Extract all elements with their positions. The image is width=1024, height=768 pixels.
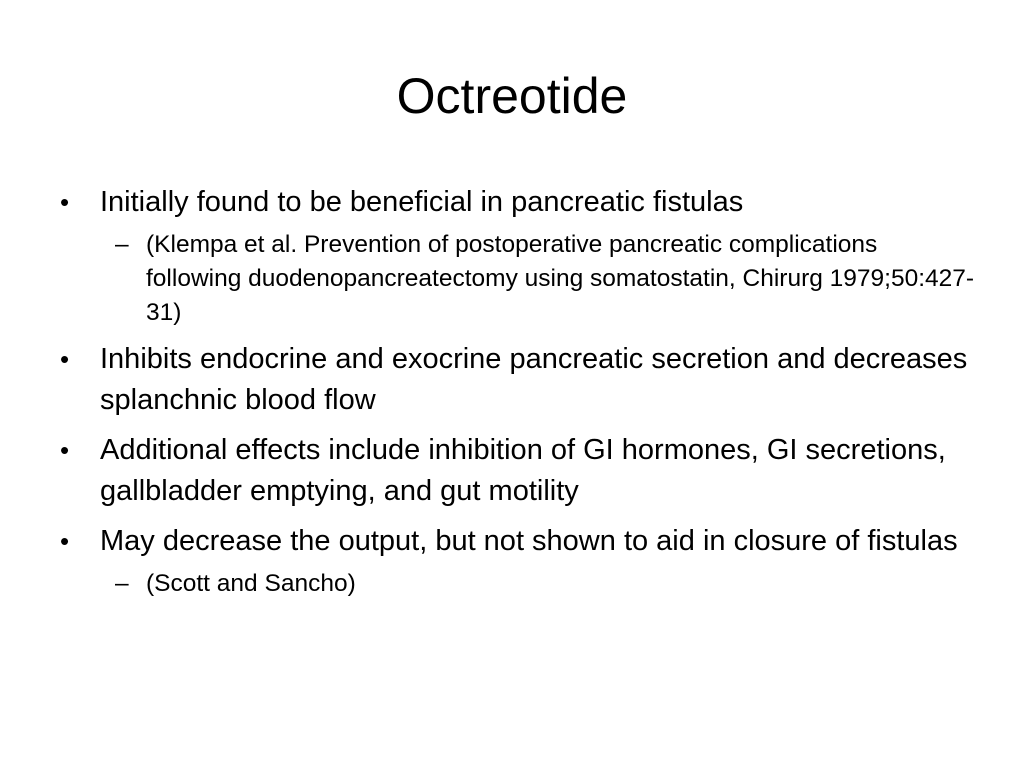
bullet-text: Inhibits endocrine and exocrine pancreatic secretion and decreases splanchnic blood flow [100, 343, 968, 416]
bullet-item [56, 182, 976, 330]
sub-bullet-item [100, 567, 976, 601]
bullet-item [56, 339, 976, 421]
bullet-icon: • [60, 344, 70, 374]
dash-icon: – [115, 231, 129, 258]
sub-bullet-text: (Scott and Sancho) [146, 570, 356, 597]
sub-bullet-list [100, 567, 976, 601]
bullet-text: Initially found to be beneficial in pancreatic fistulas [100, 186, 744, 218]
bullet-icon: • [60, 435, 70, 465]
bullet-text: May decrease the output, but not shown to aid in closure of fistulas [100, 525, 958, 557]
bullet-text: Additional effects include inhibition of GI hormones, GI secretions, gallbladder emptying, and gut motility [100, 434, 946, 507]
bullet-icon: • [60, 526, 70, 556]
bullet-item [56, 430, 976, 512]
sub-bullet-text: (Klempa et al. Prevention of postoperative pancreatic complications following duodenopancreatectomy using somatostatin, Chirurg 1979;50:427-31) [146, 231, 975, 326]
bullet-list [56, 182, 976, 610]
dash-icon: – [115, 570, 129, 597]
slide-title: Octreotide [396, 68, 628, 124]
sub-bullet-list [100, 228, 976, 330]
sub-bullet-item [100, 228, 976, 330]
bullet-item [56, 521, 976, 601]
bullet-icon: • [60, 187, 70, 217]
